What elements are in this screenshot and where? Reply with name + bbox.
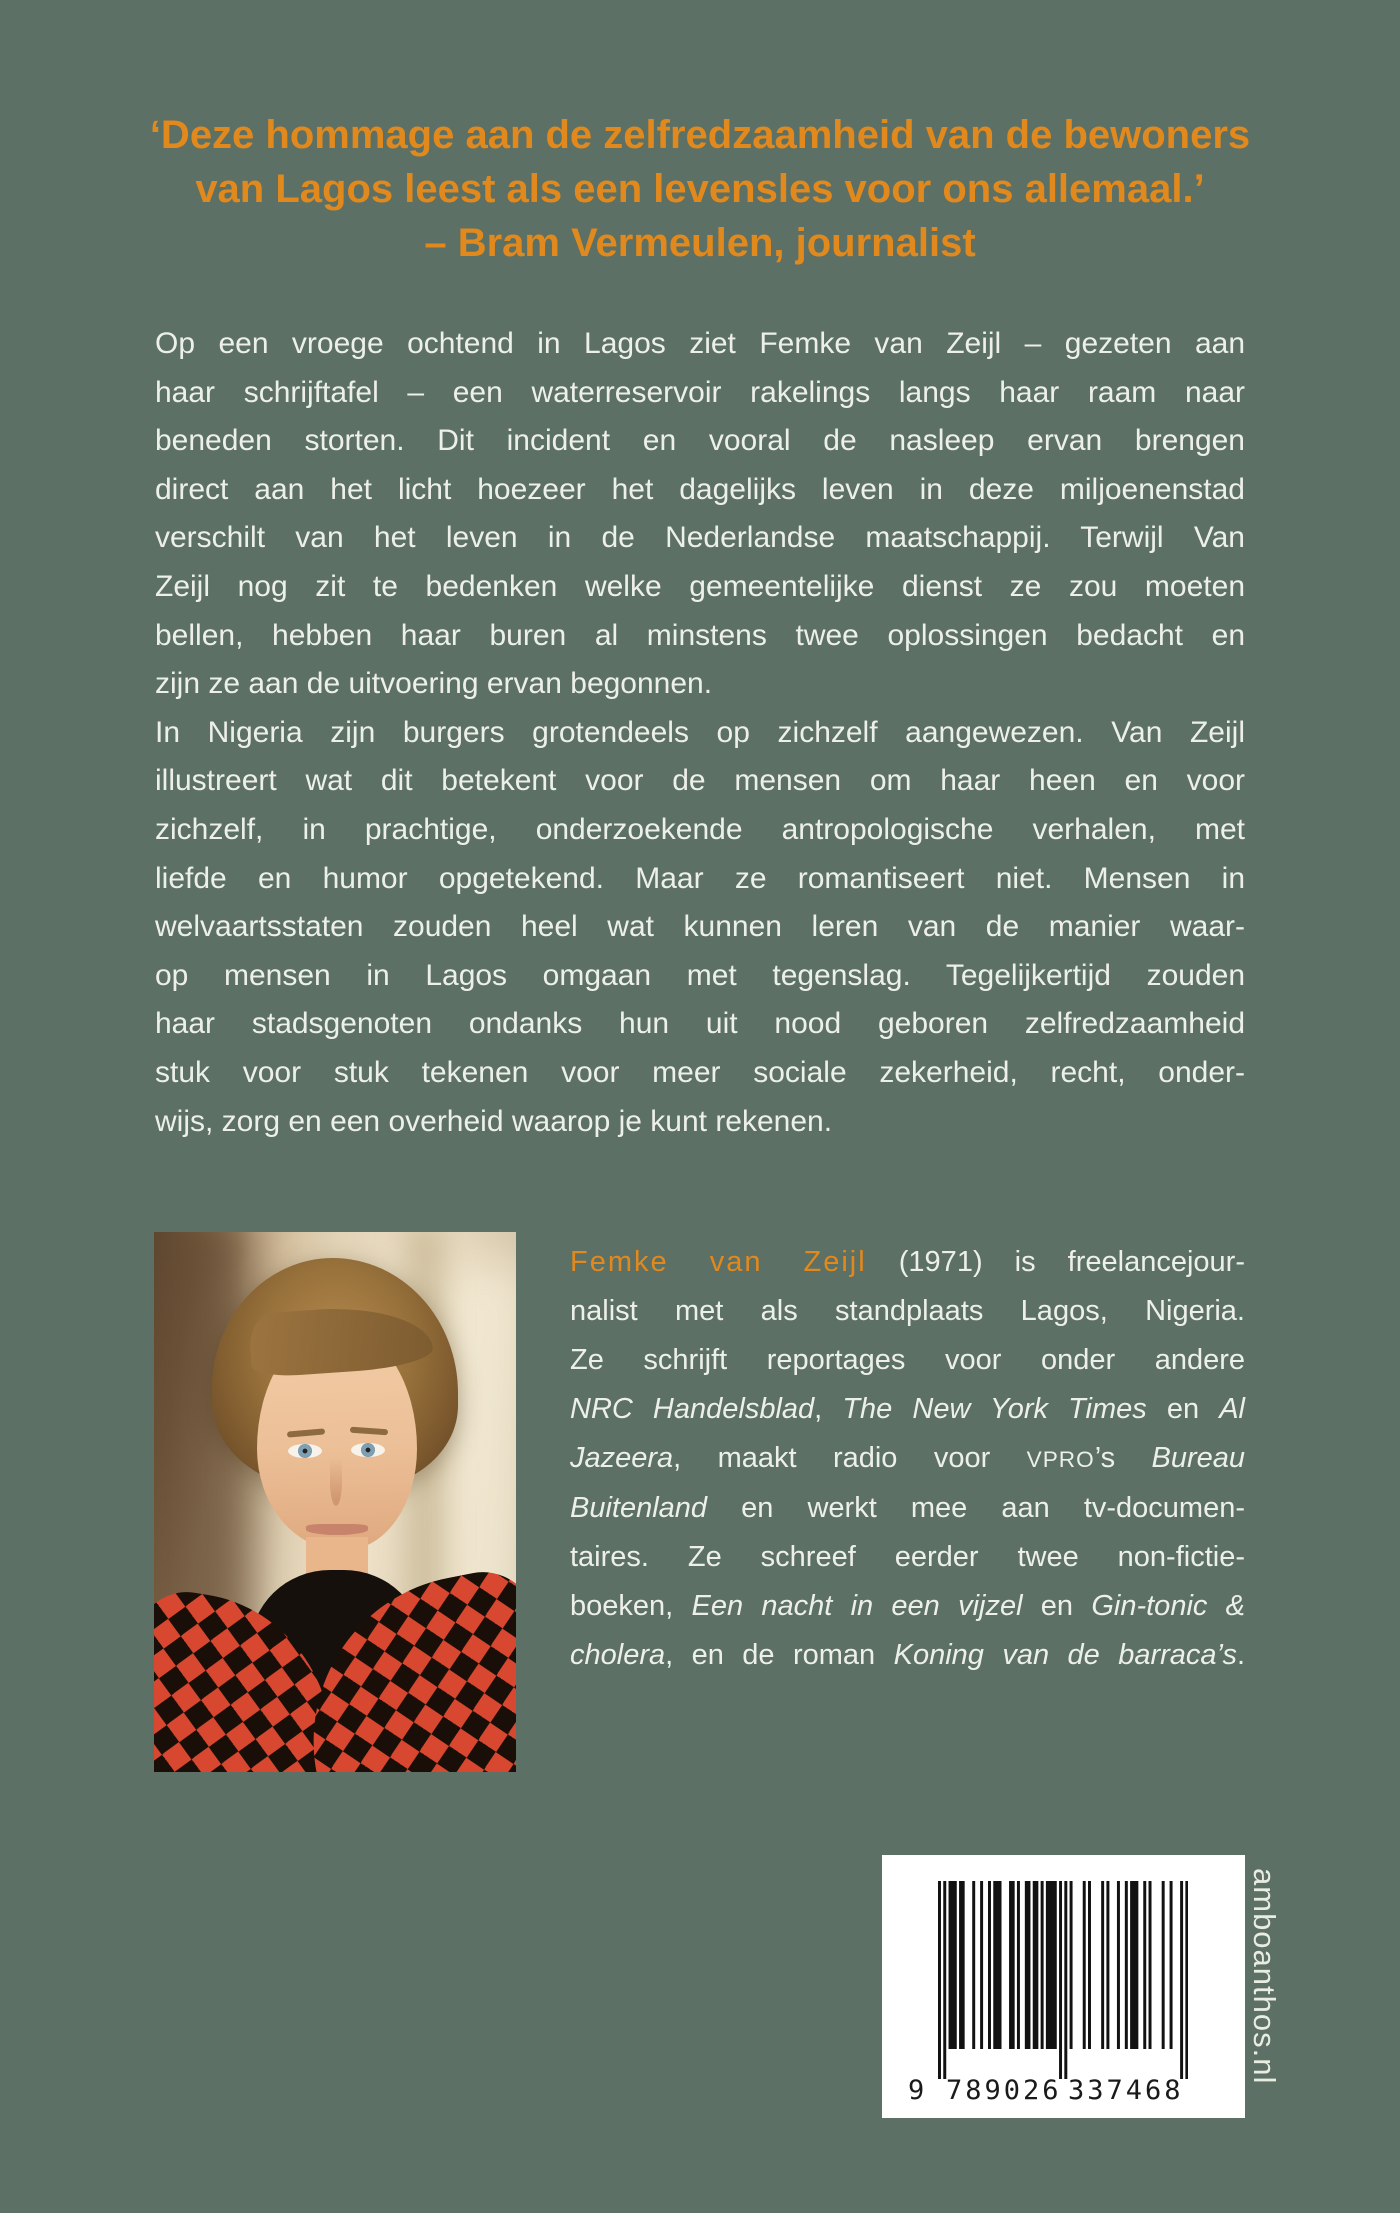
- bio-text: , maakt radio voor: [673, 1442, 1027, 1474]
- barcode: [882, 1855, 1245, 2118]
- synopsis: [155, 320, 1245, 1146]
- quote-attribution: – Bram Vermeulen, journalist: [424, 221, 976, 265]
- bio-text: ,: [814, 1393, 843, 1425]
- isbn-digit-group: 337468: [1068, 2075, 1184, 2106]
- bio-line: [570, 1336, 1245, 1385]
- bio-line: [570, 1434, 1245, 1484]
- bio-text: NRC Handelsblad: [570, 1393, 815, 1425]
- synopsis-line: bellen, hebben haar buren al minstens twee oplossingen bedacht en: [155, 618, 1245, 652]
- bio-text: Bureau: [1151, 1442, 1245, 1474]
- synopsis-line: zichzelf, in prachtige, onderzoekende antropologische verhalen, met: [155, 812, 1245, 846]
- bio-line: [570, 1287, 1245, 1336]
- right-eye: [351, 1443, 385, 1457]
- barcode-bars: [938, 1881, 1188, 2081]
- mouth: [306, 1524, 368, 1535]
- bio-text: Gin-tonic &: [1091, 1590, 1246, 1622]
- synopsis-line: In Nigeria zijn burgers grotendeels op zichzelf aangewezen. Van Zeijl: [155, 715, 1245, 749]
- synopsis-line: Zeijl nog zit te bedenken welke gemeentelijke dienst ze zou moeten: [155, 569, 1245, 603]
- bio-text: VPRO: [1026, 1447, 1095, 1472]
- synopsis-paragraph: [155, 320, 1245, 709]
- bio-line: [570, 1533, 1245, 1582]
- bio-text: Jazeera: [570, 1442, 674, 1474]
- left-eye: [288, 1444, 322, 1458]
- synopsis-line: stuk voor stuk tekenen voor meer sociale zekerheid, recht, onder-: [155, 1055, 1245, 1089]
- bio-text: Een nacht in een vijzel: [691, 1590, 1023, 1622]
- bio-text: ’s: [1094, 1442, 1152, 1474]
- bio-text: , en de roman: [665, 1639, 894, 1671]
- quote-line: ‘Deze hommage aan de zelfredzaamheid van de bewoners: [149, 113, 1251, 157]
- synopsis-line: liefde en humor opgetekend. Maar ze romantiseert niet. Mensen in: [155, 861, 1245, 895]
- left-iris: [298, 1444, 312, 1458]
- publisher-url: amboanthos.nl: [1247, 1868, 1282, 2085]
- author-photo: [154, 1232, 516, 1772]
- bio-line: [570, 1385, 1245, 1434]
- synopsis-line: direct aan het licht hoezeer het dagelijks leven in deze miljoenenstad: [155, 472, 1245, 506]
- quote-line: van Lagos leest als een levensles voor ons allemaal.’: [195, 167, 1205, 211]
- bio-text: (1971) is freelancejour-: [866, 1246, 1245, 1278]
- bio-text: The New York Times: [842, 1393, 1147, 1425]
- synopsis-line: Op een vroege ochtend in Lagos ziet Femke van Zeijl – gezeten aan: [155, 327, 1245, 360]
- bio-text: Al: [1219, 1393, 1245, 1425]
- synopsis-line: haar stadsgenoten ondanks hun uit nood geboren zelfredzaamheid: [155, 1007, 1245, 1041]
- isbn-digit-group: 789026: [946, 2075, 1062, 2106]
- nose: [330, 1458, 342, 1506]
- endorsement-quote: [80, 108, 1320, 270]
- bio-line: [570, 1484, 1245, 1533]
- bio-text: Ze schrijft reportages voor onder andere: [570, 1344, 1245, 1376]
- synopsis-line: zijn ze aan de uitvoering ervan begonnen.: [155, 667, 713, 701]
- bio-text: boeken,: [570, 1590, 692, 1622]
- synopsis-line: haar schrijftafel – een waterreservoir rakelings langs haar raam naar: [155, 375, 1245, 409]
- right-iris: [361, 1443, 375, 1457]
- bio-text: .: [1236, 1639, 1246, 1671]
- bio-text: taires. Ze schreef eerder twee non-fictie-: [570, 1541, 1245, 1573]
- bio-line: [570, 1238, 1245, 1287]
- bio-text: en: [1146, 1393, 1220, 1425]
- bio-line: [570, 1631, 1245, 1680]
- bio-text: cholera: [570, 1639, 666, 1671]
- isbn-digit-group: 9: [908, 2075, 928, 2106]
- synopsis-paragraph: [155, 709, 1245, 1146]
- bio-line: [570, 1582, 1245, 1631]
- synopsis-line: op mensen in Lagos omgaan met tegenslag. Tegelijkertijd zouden: [155, 958, 1245, 992]
- synopsis-line: welvaartsstaten zouden heel wat kunnen leren van de manier waar-: [155, 910, 1245, 944]
- bio-text: nalist met als standplaats Lagos, Nigeria.: [570, 1295, 1245, 1327]
- synopsis-line: beneden storten. Dit incident en vooral de nasleep ervan brengen: [155, 424, 1245, 458]
- synopsis-line: wijs, zorg en een overheid waarop je kunt rekenen.: [155, 1104, 833, 1138]
- bio-text: Buitenland: [570, 1492, 708, 1524]
- bio-text: Koning van de barraca’s: [893, 1639, 1237, 1671]
- synopsis-line: verschilt van het leven in de Nederlandse maatschappij. Terwijl Van: [155, 521, 1245, 555]
- author-name: Femke van Zeijl: [570, 1246, 867, 1278]
- synopsis-line: illustreert wat dit betekent voor de mensen om haar heen en voor: [155, 764, 1245, 798]
- bio-text: en werkt mee aan tv-documen-: [707, 1492, 1245, 1524]
- bio-text: en: [1022, 1590, 1092, 1622]
- author-bio: [570, 1238, 1245, 1680]
